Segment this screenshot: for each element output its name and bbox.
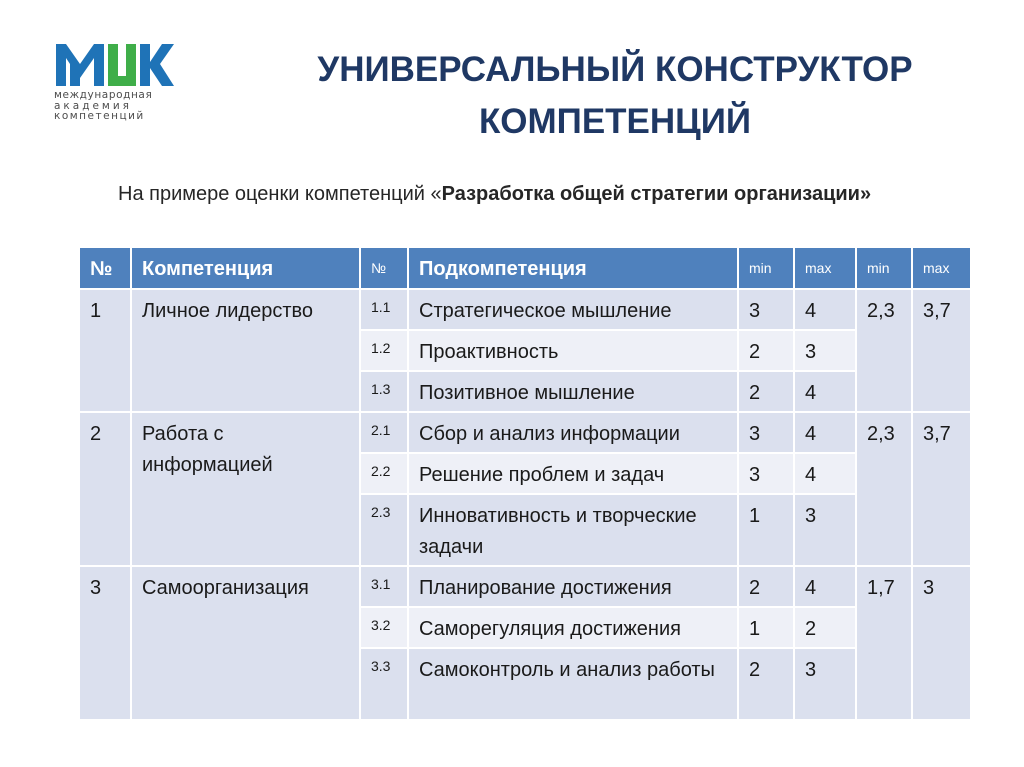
sub-min: 3 (738, 412, 794, 453)
sub-name: Позитивное мышление (408, 371, 738, 412)
sub-max: 4 (794, 453, 856, 494)
logo-line: компетенций (54, 110, 145, 122)
sub-number: 3.1 (360, 566, 408, 607)
sub-number: 3.3 (360, 648, 408, 720)
sub-number: 2.1 (360, 412, 408, 453)
sub-max: 4 (794, 289, 856, 330)
sub-max: 3 (794, 648, 856, 720)
logo (54, 40, 180, 122)
sub-number: 2.3 (360, 494, 408, 566)
sub-max: 2 (794, 607, 856, 648)
header-cell: min (856, 247, 912, 289)
sub-number: 1.1 (360, 289, 408, 330)
sub-number: 2.2 (360, 453, 408, 494)
competency-max: 3 (912, 566, 971, 720)
sub-min: 2 (738, 330, 794, 371)
competency-number: 2 (79, 412, 131, 566)
table-row (79, 289, 971, 330)
competency-min: 2,3 (856, 289, 912, 412)
sub-min: 1 (738, 607, 794, 648)
table-row (79, 566, 971, 607)
sub-max: 4 (794, 412, 856, 453)
sub-name: Самоконтроль и анализ работы (408, 648, 738, 720)
table-header-row (79, 247, 971, 289)
sub-min: 1 (738, 494, 794, 566)
competency-name: Самоорганизация (131, 566, 360, 720)
sub-min: 2 (738, 648, 794, 720)
header-cell: № (79, 247, 131, 289)
sub-max: 4 (794, 566, 856, 607)
sub-min: 2 (738, 371, 794, 412)
competency-number: 1 (79, 289, 131, 412)
header-cell: max (912, 247, 971, 289)
competency-name: Работа с информацией (131, 412, 360, 566)
competency-name: Личное лидерство (131, 289, 360, 412)
page-title (250, 44, 980, 148)
competency-min: 2,3 (856, 412, 912, 566)
header-cell: № (360, 247, 408, 289)
subtitle-text: На примере оценки компетенций « (118, 183, 442, 205)
sub-max: 3 (794, 494, 856, 566)
sub-max: 3 (794, 330, 856, 371)
sub-name: Стратегическое мышление (408, 289, 738, 330)
sub-name: Решение проблем и задач (408, 453, 738, 494)
sub-name: Инновативность и творческие задачи (408, 494, 738, 566)
sub-number: 3.2 (360, 607, 408, 648)
sub-min: 3 (738, 289, 794, 330)
logo-mark-icon (54, 40, 174, 86)
sub-min: 3 (738, 453, 794, 494)
sub-number: 1.2 (360, 330, 408, 371)
sub-name: Планирование достижения (408, 566, 738, 607)
header-cell: Компетенция (131, 247, 360, 289)
sub-name: Проактивность (408, 330, 738, 371)
subtitle (118, 182, 918, 207)
competency-table (78, 246, 972, 721)
competency-max: 3,7 (912, 289, 971, 412)
competency-max: 3,7 (912, 412, 971, 566)
sub-max: 4 (794, 371, 856, 412)
competency-number: 3 (79, 566, 131, 720)
sub-name: Саморегуляция достижения (408, 607, 738, 648)
title-line: УНИВЕРСАЛЬНЫЙ КОНСТРУКТОР (317, 50, 913, 89)
sub-min: 2 (738, 566, 794, 607)
header-cell: Подкомпетенция (408, 247, 738, 289)
logo-line: академия (54, 99, 132, 112)
header-cell: max (794, 247, 856, 289)
sub-name: Сбор и анализ информации (408, 412, 738, 453)
header-cell: min (738, 247, 794, 289)
sub-number: 1.3 (360, 371, 408, 412)
logo-text (54, 90, 180, 122)
logo-line: международная (54, 89, 153, 101)
subtitle-bold: Разработка общей стратегии организации» (441, 183, 872, 205)
title-line: КОМПЕТЕНЦИЙ (478, 102, 752, 141)
table-row (79, 412, 971, 453)
competency-min: 1,7 (856, 566, 912, 720)
